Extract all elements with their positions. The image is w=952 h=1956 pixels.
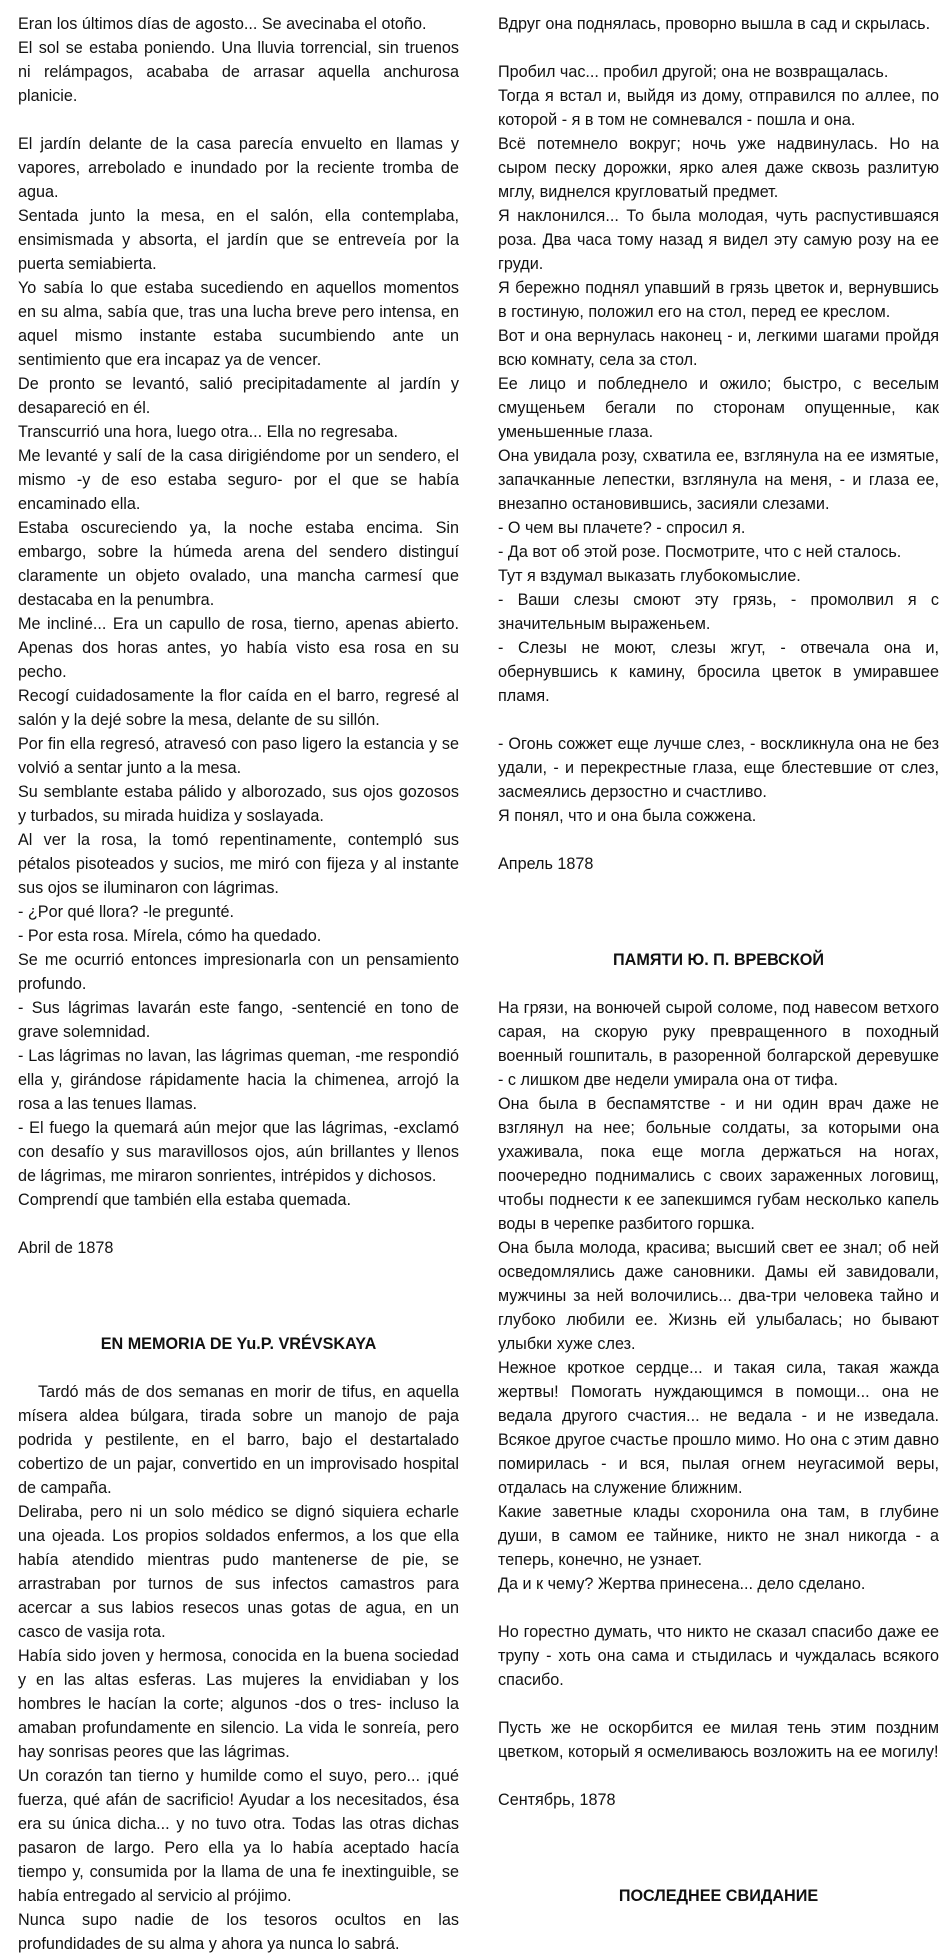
- paragraph: Нежное кроткое сердце... и такая сила, такая жажда жертвы! Помогать нуждающимся в помощи... она не ведала другого счастия... не ведала - и не изведала. Всякое другое счастье прошло мимо. Но она с этим давно помирилась - и вся, пылая огнем неугасимой веры, отдалась на служение ближним.: [498, 1359, 940, 1497]
- spanish-column: [18, 12, 459, 1956]
- section-title: ПОСЛЕДНЕЕ СВИДАНИЕ: [618, 1887, 819, 1905]
- paragraph: Por fin ella regresó, atravesó con paso ligero la estancia y se volvió a sentar junto a la mesa.: [18, 735, 459, 777]
- paragraph: Transcurrió una hora, luego otra... Ella no regresaba.: [18, 423, 399, 441]
- paragraph: - Por esta rosa. Mírela, cómo ha quedado.: [18, 927, 322, 945]
- paragraph: Какие заветные клады схоронила она там, в глубине души, в самом ее тайнике, никто не знал никогда - а теперь, конечно, не узнает.: [498, 1503, 939, 1569]
- paragraph: Me levanté y salí de la casa dirigiéndome por un sendero, el mismo -y de eso estaba seguro- por el que se había encaminado ella.: [18, 447, 459, 513]
- paragraph: - Да вот об этой розе. Посмотрите, что с ней сталось.: [498, 543, 902, 561]
- paragraph: Я бережно поднял упавший в грязь цветок и, вернувшись в гостиную, положил его на стол, перед ее креслом.: [498, 279, 939, 321]
- date-line: Сентябрь, 1878: [498, 1791, 616, 1809]
- paragraph: Я наклонился... То была молодая, чуть распустившаяся роза. Два часа тому назад я видел эту самую розу на ее груди.: [498, 207, 939, 273]
- russian-column: [498, 12, 939, 1908]
- paragraph: Eran los últimos días de agosto... Se avecinaba el otoño.: [18, 15, 427, 33]
- paragraph: Всё потемнело вокруг; ночь уже надвинулась. Но на сыром песку дорожки, ярко алея даже сквозь разлитую мглу, виднелся кругловатый предмет.: [498, 135, 939, 201]
- paragraph: - Слезы не моют, слезы жгут, - отвечала она и, обернувшись к камину, бросила цветок в умиравшее пламя.: [498, 639, 939, 705]
- paragraph: Estaba oscureciendo ya, la noche estaba encima. Sin embargo, sobre la húmeda arena del sendero distinguí claramente un objeto ovalado, una mancha carmesí que destacaba en la penumbra.: [18, 519, 459, 609]
- paragraph: Она увидала розу, схватила ее, взглянула на ее измятые, запачканные лепестки, взглянула на меня, - и глаза ее, внезапно остановившись, засияли слезами.: [498, 447, 939, 513]
- paragraph: Deliraba, pero ni un solo médico se dignó siquiera echarle una ojeada. Los propios soldados enfermos, a los que ella había atendido mientras pudo mantenerse de pie, se arrastraban por turnos de sus infectos camastros para acercar a sus labios resecos unas gotas de agua, en un casco de vasija rota.: [18, 1503, 459, 1641]
- paragraph: - Las lágrimas no lavan, las lágrimas queman, -me respondió ella y, girándose rápidamente hacia la chimenea, arrojó la rosa a las tenues llamas.: [18, 1047, 459, 1113]
- paragraph: El sol se estaba poniendo. Una lluvia torrencial, sin truenos ni relámpagos, acababa de arrasar aquella anchurosa planicie.: [18, 39, 459, 105]
- paragraph: Había sido joven y hermosa, conocida en la buena sociedad y en las altas esferas. Las mujeres la envidiaban y los hombres le hacían la corte; algunos -dos o tres- incluso la amaban profundamente en silencio. La vida le sonreía, pero hay sonrisas peores que las lágrimas.: [18, 1647, 459, 1761]
- paragraph: Ее лицо и побледнело и ожило; быстро, с веселым смущеньем бегали по сторонам опущенные, как уменьшенные глаза.: [498, 375, 939, 441]
- paragraph: Она была молода, красива; высший свет ее знал; об ней осведомлялись даже сановники. Дамы ей завидовали, мужчины за ней волочились... два-три человека тайно и глубоко любили ее. Жизнь ей улыбалась; но бывают улыбки хуже слез.: [498, 1239, 939, 1353]
- paragraph: - ¿Por qué llora? -le pregunté.: [18, 903, 234, 921]
- paragraph: Тогда я встал и, выйдя из дому, отправился по аллее, по которой - я в том не сомневался - пошла и она.: [498, 87, 939, 129]
- paragraph: Al ver la rosa, la tomó repentinamente, contempló sus pétalos pisoteados y sucios, me miró con fijeza y al instante sus ojos se iluminaron con lágrimas.: [18, 831, 459, 897]
- paragraph: Вдруг она поднялась, проворно вышла в сад и скрылась.: [498, 15, 931, 33]
- section-title: ПАМЯТИ Ю. П. ВРЕВСКОЙ: [613, 951, 824, 969]
- paragraph: Su semblante estaba pálido y alborozado, sus ojos gozosos y turbados, su mirada huidiza y soslayada.: [18, 783, 459, 825]
- paragraph: - El fuego la quemará aún mejor que las lágrimas, -exclamó con desafío y sus maravillosos ojos, aún brillantes y llenos de lágrimas, me miraron sonrientes, intrépidos y dichosos.: [18, 1119, 459, 1185]
- paragraph: На грязи, на вонючей сырой соломе, под навесом ветхого сарая, на скорую руку превращенного в походный военный гошпиталь, в разоренной болгарской деревушке - с лишком две недели умирала она от тифа.: [498, 999, 939, 1089]
- paragraph: Она была в беспамятстве - и ни один врач даже не взглянул на нее; больные солдаты, за которыми она ухаживала, пока еще могла держаться на ногах, поочередно поднимались с своих зараженных логовищ, чтобы поднести к ее запекшимся губам несколько капель воды в черепке разбитого горшка.: [498, 1095, 939, 1233]
- paragraph: Sentada junto la mesa, en el salón, ella contemplaba, ensimismada y absorta, el jardín que se entreveía por la puerta semiabierta.: [18, 207, 459, 273]
- paragraph: De pronto se levantó, salió precipitadamente al jardín y desapareció en él.: [18, 375, 459, 417]
- paragraph: Да и к чему? Жертва принесена... дело сделано.: [498, 1575, 866, 1593]
- paragraph: Comprendí que también ella estaba quemada.: [18, 1191, 351, 1209]
- paragraph: Se me ocurrió entonces impresionarla con un pensamiento profundo.: [18, 951, 459, 993]
- paragraph: Yo sabía lo que estaba sucediendo en aquellos momentos en su alma, sabía que, tras una lucha breve pero intensa, en aquel mismo instante estaba sucumbiendo ante un sentimiento que era incapaz ya de vencer.: [18, 279, 459, 369]
- paragraph: Un corazón tan tierno y humilde como el suyo, pero... ¡qué fuerza, qué afán de sacrificio! Ayudar a los necesitados, ésa era su única dicha... y no tuvo otra. Todas las otras dichas pasaron de largo. Pero ella ya lo había aceptado hacía tiempo y, consumida por la llama de una fe inextinguible, se había entregado al servicio al prójimo.: [18, 1767, 459, 1905]
- paragraph: El jardín delante de la casa parecía envuelto en llamas y vapores, arrebolado e inundado por la reciente tromba de agua.: [18, 135, 459, 201]
- paragraph: Tardó más de dos semanas en morir de tifus, en aquella mísera aldea búlgara, tirada sobre un manojo de paja podrida y pestilente, en el barro, bajo el destartalado cobertizo de un pajar, convertido en un improvisado hospital de campaña.: [18, 1383, 459, 1497]
- paragraph: Тут я вздумал выказать глубокомыслие.: [498, 567, 801, 585]
- paragraph: - Огонь сожжет еще лучше слез, - воскликнула она не без удали, - и перекрестные глаза, еще блестевшие от слез, засмеялись дерзостно и счастливо.: [498, 735, 939, 801]
- paragraph: Nunca supo nadie de los tesoros ocultos en las profundidades de su alma y ahora ya nunca lo sabrá.: [18, 1911, 459, 1953]
- paragraph: Recogí cuidadosamente la flor caída en el barro, regresé al salón y la dejé sobre la mesa, delante de su sillón.: [18, 687, 459, 729]
- paragraph: Пробил час... пробил другой; она не возвращалась.: [498, 63, 889, 81]
- paragraph: - Sus lágrimas lavarán este fango, -sentencié en tono de grave solemnidad.: [18, 999, 459, 1041]
- section-title: EN MEMORIA DE Yu.P. VRÉVSKAYA: [100, 1335, 377, 1353]
- paragraph: - О чем вы плачете? - спросил я.: [498, 519, 746, 537]
- paragraph: Я понял, что и она была сожжена.: [498, 807, 757, 825]
- date-line: Апрель 1878: [498, 855, 594, 873]
- date-line: Abril de 1878: [18, 1239, 114, 1257]
- paragraph: Me incliné... Era un capullo de rosa, tierno, apenas abierto. Apenas dos horas antes, yo había visto esa rosa en su pecho.: [18, 615, 459, 681]
- paragraph: Пусть же не оскорбится ее милая тень этим поздним цветком, который я осмеливаюсь возложить на ее могилу!: [498, 1719, 939, 1761]
- paragraph: Но горестно думать, что никто не сказал спасибо даже ее трупу - хоть она сама и стыдилась и чуждалась всякого спасибо.: [498, 1623, 939, 1689]
- paragraph: - Ваши слезы смоют эту грязь, - промолвил я с значительным выраженьем.: [498, 591, 939, 633]
- paragraph: Вот и она вернулась наконец - и, легкими шагами пройдя всю комнату, села за стол.: [498, 327, 939, 369]
